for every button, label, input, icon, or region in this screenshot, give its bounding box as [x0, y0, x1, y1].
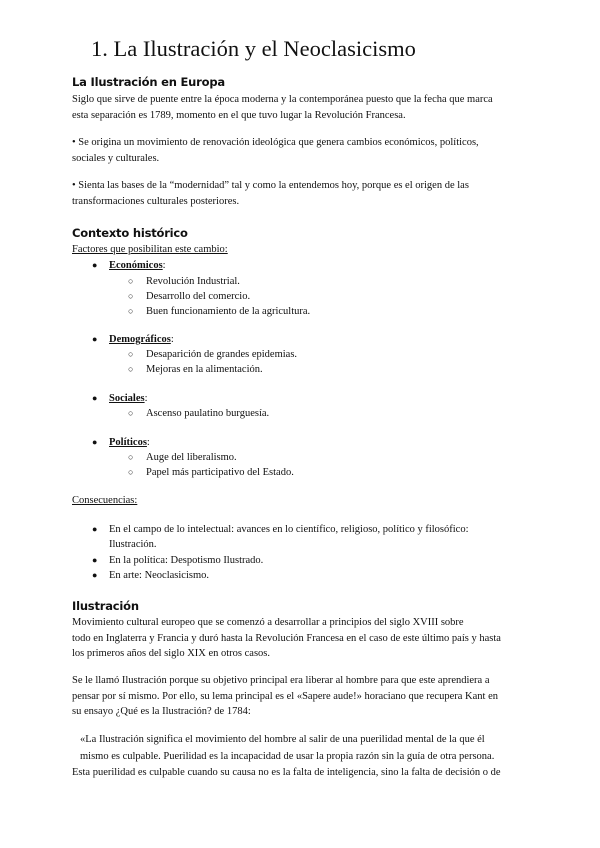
page-title: 1. La Ilustración y el Neoclasicismo: [91, 36, 416, 61]
factor-subitem: Desaparición de grandes epidemias.: [146, 349, 298, 360]
consequence-line: En el campo de lo intelectual: avances en lo científico, religioso, político y filosófico:: [109, 524, 469, 535]
factor-item: Sociales:: [109, 393, 148, 404]
text-line: todo en Inglaterra y Francia y duró hasta la Revolución Francesa en el caso de este último país y hasta: [72, 632, 501, 644]
text-line: sociales y culturales.: [72, 152, 160, 164]
bullet-icon: ●: [92, 393, 98, 403]
factor-subitem: Desarrollo del comercio.: [146, 291, 251, 302]
point-paragraph: [72, 135, 532, 166]
circle-bullet-icon: ○: [128, 306, 134, 316]
factors-label: Factores que posibilitan este cambio:: [72, 244, 228, 255]
heading-ilustracion-europa: La Ilustración en Europa: [72, 75, 225, 89]
heading-contexto-historico: Contexto histórico: [72, 226, 188, 240]
text-line: Movimiento cultural europeo que se comenzó a desarrollar a principios del siglo XVIII sobre: [72, 617, 464, 628]
quote-line: Esta puerilidad es culpable cuando su causa no es la falta de inteligencia, sino la falta de decisión o de: [72, 767, 501, 778]
bullet-icon: ●: [92, 437, 98, 447]
circle-bullet-icon: ○: [128, 452, 134, 462]
factor-name: Sociales: [109, 393, 145, 404]
factor-item: Demográficos:: [109, 334, 174, 345]
consequence-line: Ilustración.: [109, 539, 157, 550]
circle-bullet-icon: ○: [128, 467, 134, 477]
factor-subitem: Buen funcionamiento de la agricultura.: [146, 306, 311, 317]
intro-paragraph: [72, 92, 532, 123]
ilustracion-paragraph: [72, 615, 532, 662]
factor-item: Políticos:: [109, 437, 150, 448]
bullet-icon: ●: [92, 524, 98, 534]
kant-quote: [72, 732, 532, 782]
circle-bullet-icon: ○: [128, 349, 134, 359]
factor-subitem: Papel más participativo del Estado.: [146, 467, 294, 478]
circle-bullet-icon: ○: [128, 276, 134, 286]
quote-line: mismo es culpable. Puerilidad es la incapacidad de usar la propia razón sin la guía de otra persona.: [80, 750, 495, 762]
factor-name: Económicos: [109, 260, 163, 271]
bullet-icon: ●: [92, 334, 98, 344]
text-line: Siglo que sirve de puente entre la época moderna y la contemporánea puesto que la fecha que marca: [72, 94, 493, 105]
point-paragraph: [72, 178, 532, 209]
text-line: su ensayo ¿Qué es la Ilustración? de 1784:: [72, 706, 251, 717]
quote-line: «La Ilustración significa el movimiento del hombre al salir de una puerilidad mental de la que él: [80, 734, 485, 745]
factor-subitem: Mejoras en la alimentación.: [146, 364, 263, 375]
bullet-icon: ●: [92, 260, 98, 270]
factor-subitem: Ascenso paulatino burguesía.: [146, 408, 270, 419]
text-line: • Sienta las bases de la “modernidad” tal y como la entendemos hoy, porque es el origen de las: [72, 180, 469, 191]
heading-ilustracion: Ilustración: [72, 599, 139, 613]
text-line: los primeros años del siglo XIX en otros casos.: [72, 648, 271, 659]
factor-subitem: Auge del liberalismo.: [146, 452, 237, 463]
circle-bullet-icon: ○: [128, 364, 134, 374]
consequence-line: En arte: Neoclasicismo.: [109, 570, 210, 581]
factor-item: Económicos:: [109, 260, 166, 271]
text-line: Se le llamó Ilustración porque su objetivo principal era liberar al hombre para que este aprendiera a: [72, 675, 490, 686]
factor-name: Políticos: [109, 437, 147, 448]
text-line: esta separación es 1789, momento en el que tuvo lugar la Revolución Francesa.: [72, 109, 406, 121]
factor-subitem: Revolución Industrial.: [146, 276, 240, 287]
factor-name: Demográficos: [109, 334, 171, 345]
ilustracion-paragraph: [72, 673, 532, 720]
consequences-label: Consecuencias:: [72, 495, 138, 506]
consequence-line: En la política: Despotismo Ilustrado.: [109, 555, 264, 566]
circle-bullet-icon: ○: [128, 291, 134, 301]
text-line: • Se origina un movimiento de renovación ideológica que genera cambios económicos, políticos,: [72, 137, 479, 148]
text-line: pensar por sí mismo. Por ello, su lema principal es el «Sapere aude!» horaciano que recupera Kant en: [72, 690, 498, 702]
bullet-icon: ●: [92, 570, 98, 580]
circle-bullet-icon: ○: [128, 408, 134, 418]
bullet-icon: ●: [92, 555, 98, 565]
text-line: transformaciones culturales posteriores.: [72, 195, 240, 207]
